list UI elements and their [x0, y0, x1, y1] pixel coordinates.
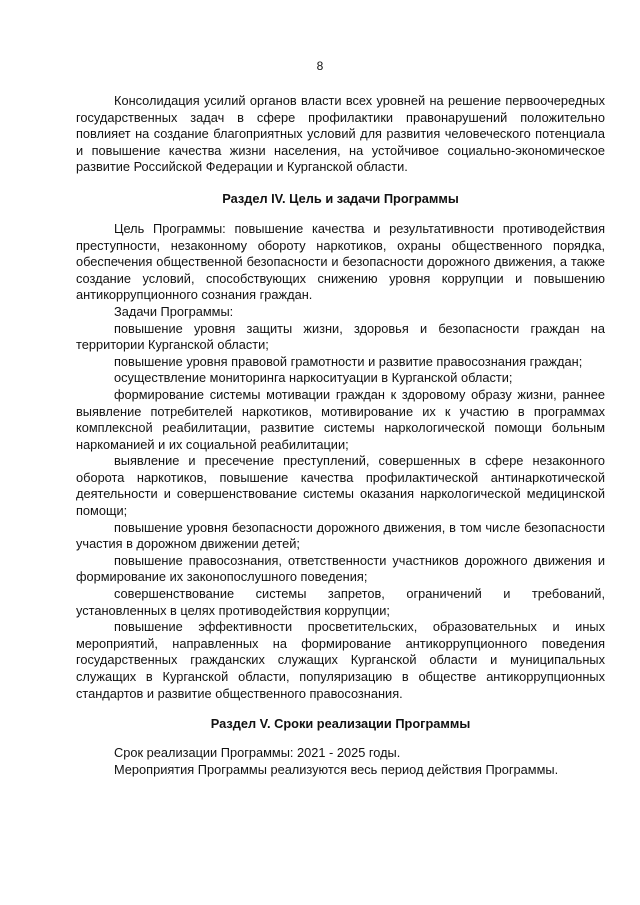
task-item: повышение эффективности просветительских, образовательных и иных мероприятий, направленных на формирование антикоррупционного поведения государственных гражданских служащих Курганской области и муниципальных служащих в Курганской области, популяризацию в обществе антикоррупционных стандартов и развитие общественного правосознания. — [76, 619, 605, 701]
document-body — [76, 93, 605, 778]
program-tasks-list — [76, 321, 605, 703]
program-period-paragraph: Мероприятия Программы реализуются весь период действия Программы. — [114, 761, 559, 777]
intro-paragraph: Консолидация усилий органов власти всех уровней на решение первоочередных государственных задач в сфере профилактики правонарушений положительно повлияет на создание благоприятных условий для развития человеческого потенциала и повышение качества жизни населения, на устойчивое социально-экономическое развитие Российской Федерации и Курганской области. — [76, 93, 605, 175]
task-item: осуществление мониторинга наркоситуации в Курганской области; — [114, 370, 513, 386]
program-goal-paragraph: Цель Программы: повышение качества и результативности противодействия преступности, незаконному обороту наркотиков, охраны общественного порядка, обеспечения общественной безопасности и безопасности дорожного движения, а также создание условий, способствующих снижению уровня коррупции и повышению антикоррупционного сознания граждан. — [76, 220, 605, 303]
section-4-heading: Раздел IV. Цель и задачи Программы — [222, 190, 459, 206]
page-number: 8 — [316, 59, 324, 73]
task-item: повышение уровня защиты жизни, здоровья и безопасности граждан на территории Курганской области; — [76, 320, 605, 353]
task-item: формирование системы мотивации граждан к здоровому образу жизни, раннее выявление потребителей наркотиков, мотивирование их к участию в программах комплексной реабилитации, развитие системы наркологической помощи больным наркоманией и их социальной реабилитации; — [76, 386, 605, 452]
task-item: выявление и пресечение преступлений, совершенных в сфере незаконного оборота наркотиков, повышение качества профилактической антинаркотической деятельности и совершенствование системы оказания наркологической медицинской помощи; — [76, 453, 605, 519]
program-tasks-label: Задачи Программы: — [114, 303, 234, 319]
section-5-heading: Раздел V. Сроки реализации Программы — [210, 716, 471, 732]
task-item: повышение уровня безопасности дорожного движения, в том числе безопасности участия в дорожном движении детей; — [76, 519, 605, 552]
task-item: повышение правосознания, ответственности участников дорожного движения и формирование их законопослушного поведения; — [76, 552, 605, 585]
task-item: совершенствование системы запретов, ограничений и требований, установленных в целях противодействия коррупции; — [76, 586, 605, 618]
program-term-paragraph: Срок реализации Программы: 2021 - 2025 годы. — [114, 745, 401, 761]
task-item: повышение уровня правовой грамотности и развитие правосознания граждан; — [114, 353, 583, 369]
